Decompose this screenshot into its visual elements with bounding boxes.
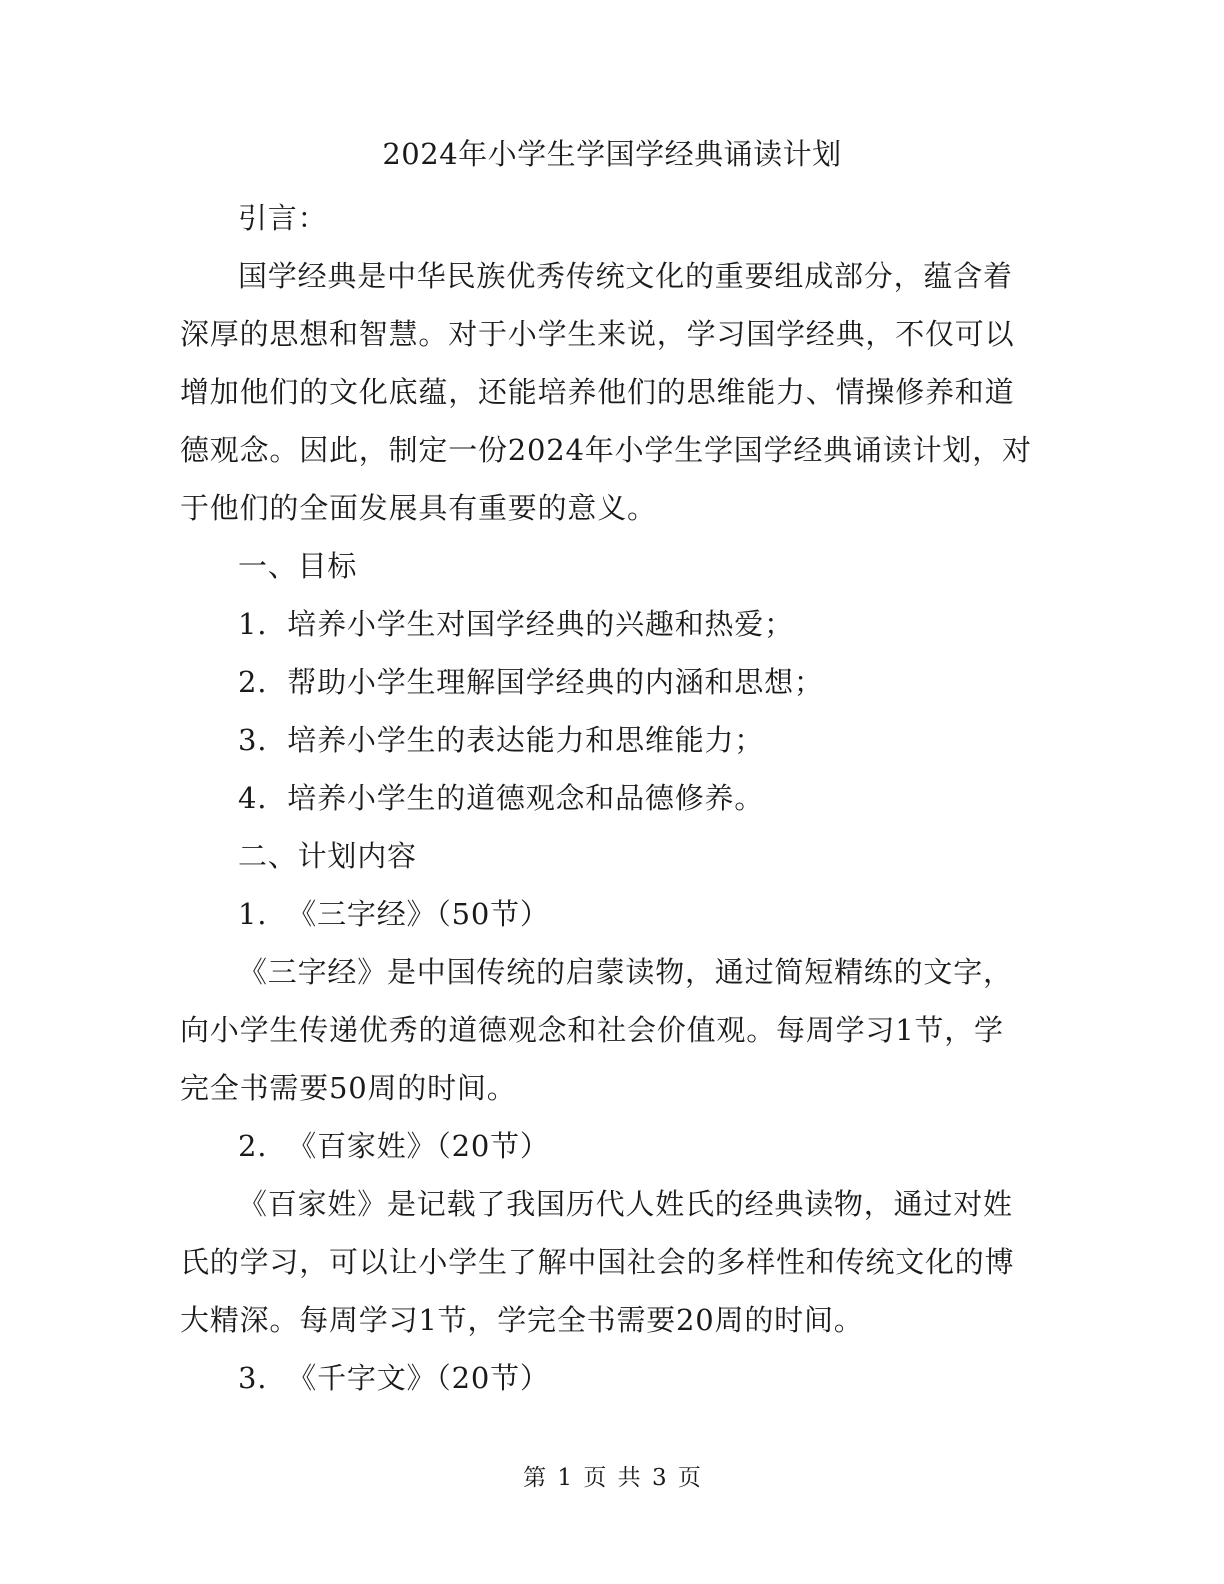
section-heading-plan: 二、计划内容 [238,839,417,873]
document-body [180,189,1032,1407]
goal-item-1: 1. 培养小学生对国学经典的兴趣和热爱； [238,607,794,641]
intro-heading: 引言： [238,201,328,235]
plan-item-heading-2: 2. 《百家姓》（20节） [238,1129,550,1163]
goal-item-2: 2. 帮助小学生理解国学经典的内涵和思想； [238,665,824,699]
plan-item-body-1: 《三字经》是中国传统的启蒙读物，通过简短精练的文字，向小学生传递优秀的道德观念和社会价值观。每周学习1节，学完全书需要50周的时间。 [180,955,1013,1105]
goal-item-3: 3. 培养小学生的表达能力和思维能力； [238,723,765,757]
document-title: 2024年小学生学国学经典诵读计划 [382,137,842,171]
section-heading-goals: 一、目标 [238,549,358,583]
plan-item-heading-3: 3. 《千字文》（20节） [238,1361,550,1395]
goal-item-4: 4. 培养小学生的道德观念和品德修养。 [238,781,765,815]
page-number-footer: 第 1 页 共 3 页 [523,1465,701,1491]
plan-item-heading-1: 1. 《三字经》（50节） [238,897,550,931]
plan-item-body-2: 《百家姓》是记载了我国历代人姓氏的经典读物，通过对姓氏的学习，可以让小学生了解中国社会的多样性和传统文化的博大精深。每周学习1节，学完全书需要20周的时间。 [180,1187,1015,1337]
intro-paragraph: 国学经典是中华民族优秀传统文化的重要组成部分，蕴含着深厚的思想和智慧。对于小学生来说，学习国学经典，不仅可以增加他们的文化底蕴，还能培养他们的思维能力、情操修养和道德观念。因此，制定一份2024年小学生学国学经典诵读计划，对于他们的全面发展具有重要的意义。 [180,259,1032,525]
